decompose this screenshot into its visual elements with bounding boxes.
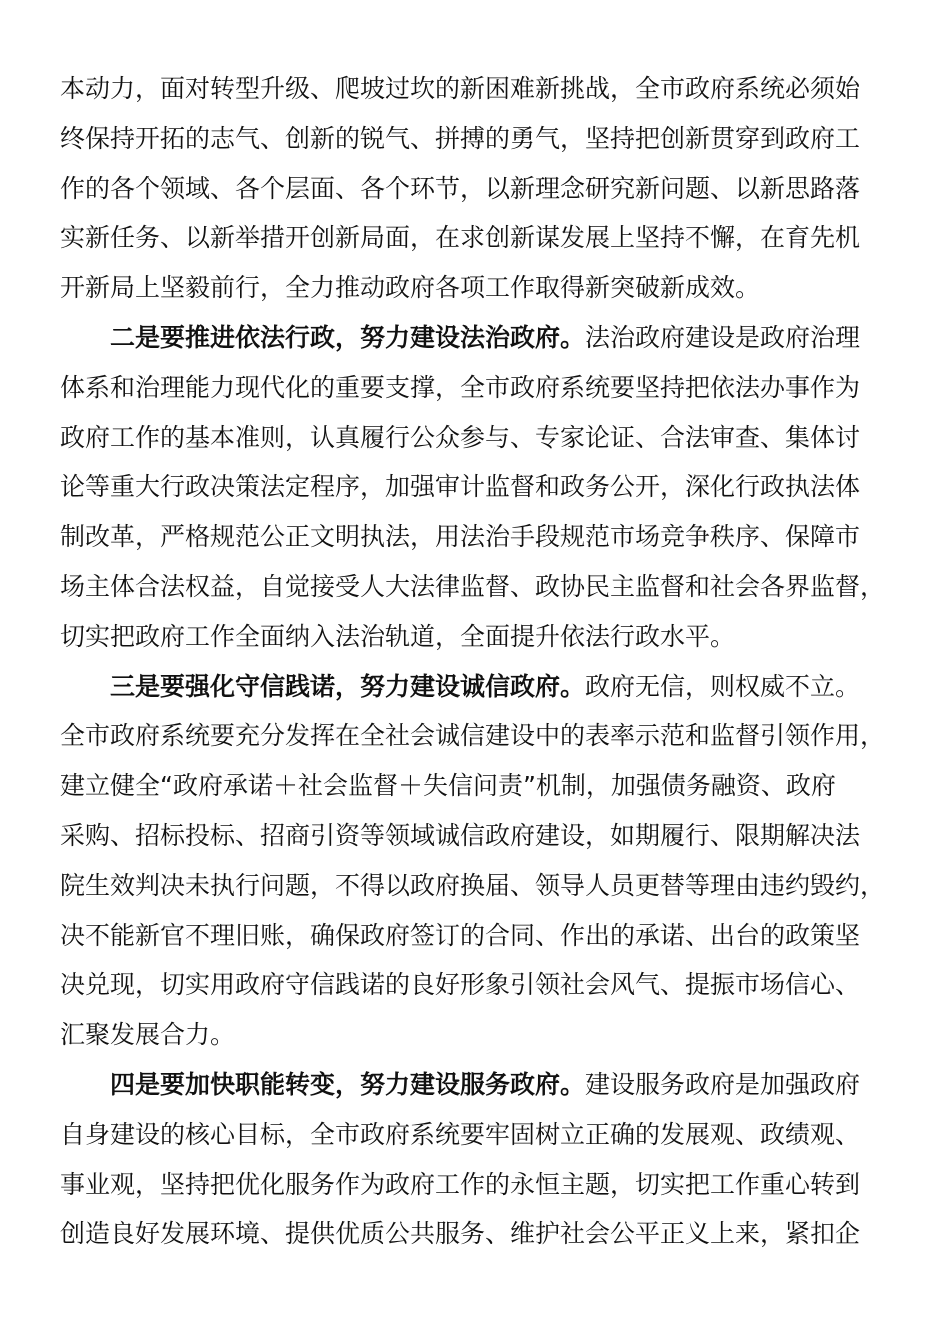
- text-line: 决兑现，切实用政府守信践诺的良好形象引领社会风气、提振市场信心、: [60, 970, 861, 1000]
- text-line: 采购、招标投标、招商引资等领域诚信政府建设，如期履行、限期解决法: [60, 820, 861, 850]
- text-line: 本动力，面对转型升级、爬坡过坎的新困难新挑战，全市政府系统必须始: [60, 74, 861, 103]
- paragraph-1: [60, 64, 890, 313]
- paragraph-3: [60, 662, 890, 1060]
- first-line-text: 政府无信，则权威不立。: [585, 671, 861, 701]
- text-line: 汇聚发展合力。: [60, 1020, 236, 1050]
- text-line: 体系和治理能力现代化的重要支撑，全市政府系统要坚持把依法办事作为: [60, 372, 861, 402]
- text-line: 终保持开拓的志气、创新的锐气、拼搏的勇气，坚持把创新贯穿到政府工: [60, 123, 861, 153]
- lead-heading: 二是要推进依法行政，努力建设法治政府。: [110, 322, 586, 352]
- text-line: 制改革，严格规范公正文明执法，用法治手段规范市场竞争秩序、保障市: [60, 522, 861, 552]
- text-line: 自身建设的核心目标，全市政府系统要牢固树立正确的发展观、政绩观、: [60, 1119, 861, 1149]
- text-line: 论等重大行政决策法定程序，加强审计监督和政务公开，深化行政执法体: [60, 472, 861, 502]
- paragraph-2: [60, 313, 890, 662]
- text-line: 创造良好发展环境、提供优质公共服务、维护社会公平正义上来，紧扣企: [60, 1219, 861, 1249]
- first-line: [60, 313, 890, 363]
- text-line: 建立健全“政府承诺＋社会监督＋失信问责”机制，加强债务融资、政府: [60, 771, 836, 801]
- lead-heading: 四是要加快职能转变，努力建设服务政府。: [110, 1069, 586, 1099]
- text-line: 全市政府系统要充分发挥在全社会诚信建设中的表率示范和监督引领作用，: [60, 721, 886, 751]
- first-line-text: 建设服务政府是加强政府: [585, 1069, 861, 1099]
- text-line: 实新任务、以新举措开创新局面，在求创新谋发展上坚持不懈，在育先机: [60, 223, 861, 253]
- text-line: 事业观，坚持把优化服务作为政府工作的永恒主题，切实把工作重心转到: [60, 1169, 861, 1199]
- text-line: 政府工作的基本准则，认真履行公众参与、专家论证、合法审查、集体讨: [60, 422, 861, 452]
- lead-heading: 三是要强化守信践诺，努力建设诚信政府。: [110, 671, 586, 701]
- text-line: 作的各个领域、各个层面、各个环节，以新理念研究新问题、以新思路落: [60, 173, 861, 203]
- text-line: 开新局上坚毅前行，全力推动政府各项工作取得新突破新成效。: [60, 273, 761, 303]
- text-line: 院生效判决未执行问题，不得以政府换届、领导人员更替等理由违约毁约，: [60, 870, 886, 900]
- paragraph-4: [60, 1060, 890, 1259]
- text-line: 场主体合法权益，自觉接受人大法律监督、政协民主监督和社会各界监督，: [60, 571, 886, 601]
- first-line: [60, 1060, 890, 1110]
- text-line: 切实把政府工作全面纳入法治轨道，全面提升依法行政水平。: [60, 621, 736, 651]
- text-line: 决不能新官不理旧账，确保政府签订的合同、作出的承诺、出台的政策坚: [60, 920, 861, 950]
- first-line: [60, 662, 890, 712]
- first-line-text: 法治政府建设是政府治理: [585, 322, 861, 352]
